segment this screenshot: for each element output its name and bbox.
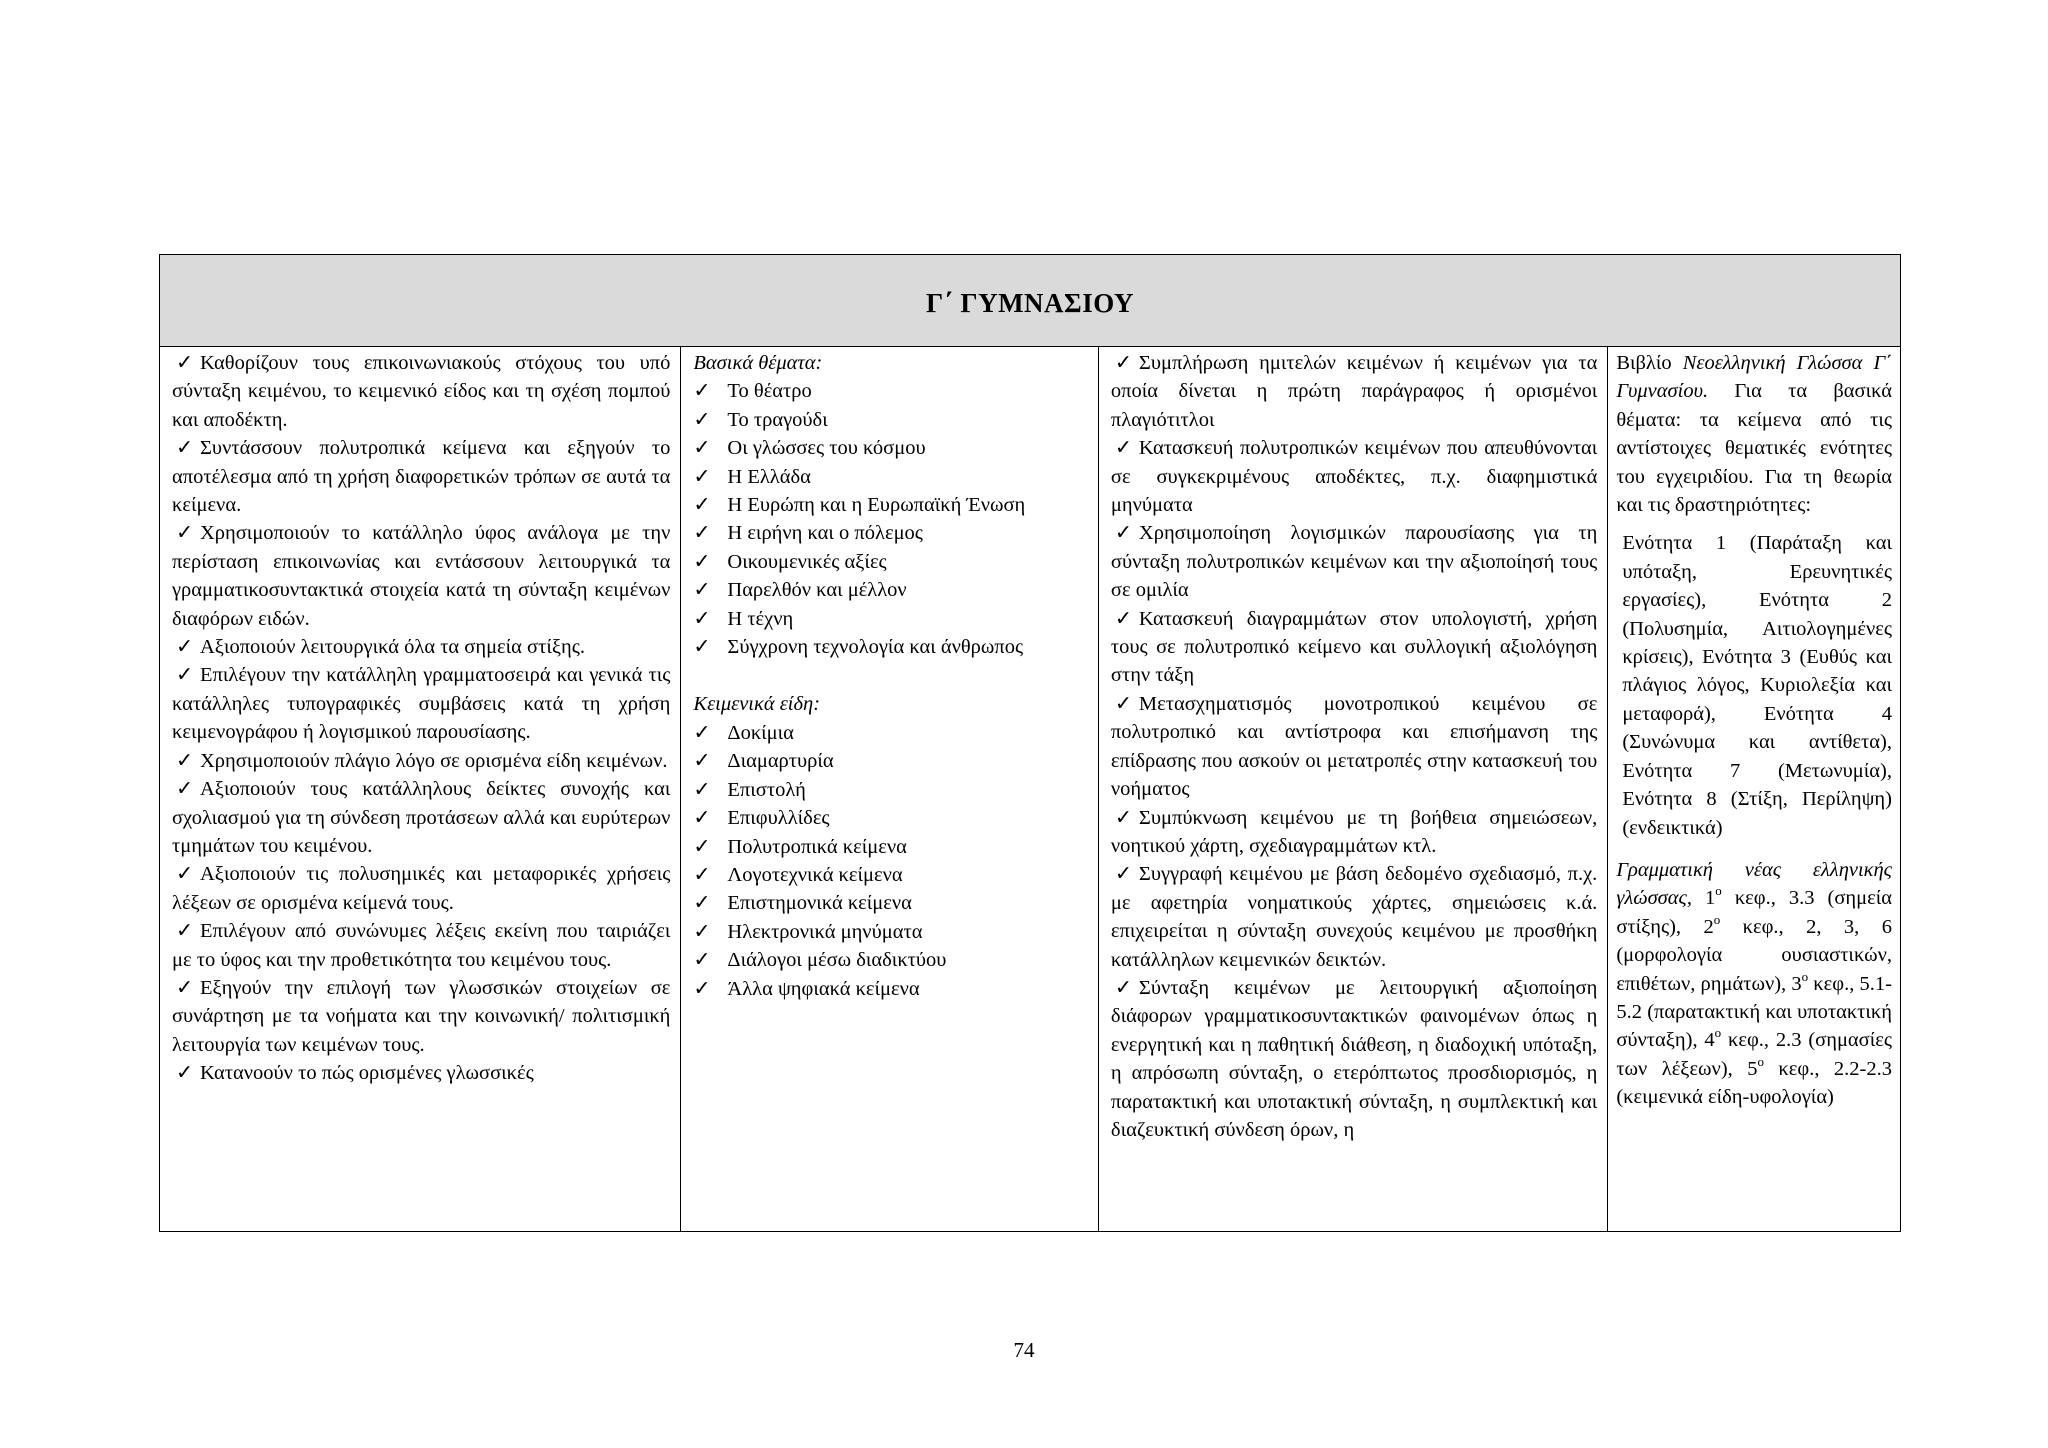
table-title: Γ΄ ΓΥΜΝΑΣΙΟΥ [925,288,1135,318]
item-text: Επιλέγουν την κατάλληλη γραμματοσειρά και γενικά τις κατάλληλες τυπογραφικές συμβάσεις κατά τη χρήση κειμενογράφου ή λογισμικού παρουσίασης. [172,664,671,744]
item-text: Εξηγούν την επιλογή των γλωσσικών στοιχείων σε συνάρτηση με τα νοήματα και την κοινωνική/ πολιτισμική λειτουργία των κειμένων τους. [172,976,671,1056]
item-text: Αξιοποιούν τις πολυσημικές και μεταφορικές χρήσεις λέξεων σε ορισμένα κείμενά τους. [172,863,671,914]
bullet-item [1111,974,1597,1144]
bullet-item [172,349,670,434]
check-icon: ✓ [176,664,194,687]
check-icon: ✓ [693,863,711,886]
bullet-item [172,1059,670,1087]
item-text: Καθορίζουν τους επικοινωνιακούς στόχους του υπό σύνταξη κειμένου, το κειμενικό είδος και τη σχέση πομπού και αποδέκτη. [172,352,671,431]
item-text: Η Ευρώπη και η Ευρωπαϊκή Ένωση [727,494,1026,517]
item-text: Συμπλήρωση ημιτελών κειμένων ή κειμένων για τα οποία δίνεται η πρώτη παράγραφος ή ορισμένοι πλαγιότιτλοι [1110,352,1598,431]
check-icon: ✓ [176,976,194,999]
curriculum-table [159,254,1901,1232]
item-text: Επιφυλλίδες [727,807,830,830]
item-text: Οι γλώσσες του κόσμου [727,437,926,460]
item-text: Ηλεκτρονικά μηνύματα [727,920,923,943]
item-text: Αξιοποιούν λειτουργικά όλα τα σημεία στίξης. [200,636,585,659]
item-text: Μετασχηματισμός μονοτροπικού κειμένου σε πολυτροπικό και αντίστροφα και επισήμανση της επίδρασης που ασκούν οι μετατροπές στην κατασκευή του νοήματος [1110,692,1598,801]
ordinal-superscript: ο [1757,1053,1764,1069]
list-item [693,605,1088,633]
item-text: Κατασκευή πολυτροπικών κειμένων που απευθύνονται σε συγκεκριμένους αποδέκτες, π.χ. διαφημιστικά μηνύματα [1110,437,1598,517]
grammar-text: κεφ., 2.2-2.3 (κειμενικά είδη-υφολογία) [1616,1057,1892,1109]
item-text: Κατανοούν το πώς ορισμένες γλωσσικές [200,1062,534,1085]
book-title: Νεοελληνική Γλώσσα Γ΄ Γυμνασίου. [1616,352,1892,403]
bullet-item [172,661,670,746]
check-icon: ✓ [176,1062,194,1085]
grammar-text: κεφ., 2, 3, 6 (μορφολογία ουσιαστικών, επιθέτων, ρημάτων), 3 [1616,915,1892,995]
check-icon: ✓ [1114,806,1133,829]
list-item [693,633,1088,661]
item-text: Παρελθόν και μέλλον [727,579,907,602]
list-item [693,548,1088,576]
item-text: Το θέατρο [727,380,812,403]
bullet-item [172,519,670,633]
themes-heading: Βασικά θέματα: [693,352,823,374]
materials-column [1607,347,1900,1231]
book-prefix: Βιβλίο [1616,352,1672,374]
topics-column [680,347,1098,1231]
check-icon: ✓ [693,437,711,460]
list-item [693,889,1088,917]
check-icon: ✓ [693,920,711,943]
list-item [693,776,1088,804]
check-icon: ✓ [176,920,194,943]
grammar-title: Γραμματική νέας ελληνικής γλώσσας, [1616,858,1892,910]
ordinal-superscript: ο [1715,883,1722,899]
item-text: Κατασκευή διαγραμμάτων στον υπολογιστή, χρήση τους σε πολυτροπικό κείμενο και συλλογική αξιολόγηση στην τάξη [1110,607,1598,687]
item-text: Σύνταξη κειμένων με λειτουργική αξιοποίηση διάφορων γραμματικοσυντακτικών φαινομένων όπως η ενεργητική και η παθητική διάθεση, η διαδοχική υπόταξη, η απρόσωπη σύνταξη, ο ετερόπτωτος προσδιορισμός, η παρατακτική και υποτακτική σύνταξη, η συμπλεκτική και διαζευκτική σύνδεση όρων, η [1110,976,1598,1141]
bullet-item [1111,860,1597,974]
item-text: Σύγχρονη τεχνολογία και άνθρωπος [727,636,1024,659]
item-text: Χρησιμοποιούν πλάγιο λόγο σε ορισμένα είδη κειμένων. [200,749,668,772]
check-icon: ✓ [693,835,711,858]
item-text: Η τέχνη [727,607,794,630]
ordinal-superscript: ο [1801,968,1809,984]
bullet-item [1111,804,1597,861]
check-icon: ✓ [693,778,711,801]
list-item [693,377,1088,405]
check-icon: ✓ [693,721,711,744]
grammar-text: 1 [1705,887,1716,910]
activities-column [1098,347,1607,1231]
list-item [693,833,1088,861]
list-item [693,861,1088,889]
check-icon: ✓ [176,437,194,460]
bullet-item [1111,519,1597,604]
check-icon: ✓ [693,949,711,972]
bullet-item [172,917,670,974]
item-text: Διάλογοι μέσω διαδικτύου [727,949,947,972]
list-item [693,946,1088,974]
check-icon: ✓ [693,607,711,630]
check-icon: ✓ [693,522,711,545]
units-list: Ενότητα 1 (Παράταξη και υπόταξη, Ερευνητικές εργασίες), Ενότητα 2 (Πολυσημία, Αιτιολογημένες κρίσεις), Ενότητα 3 (Ευθύς και πλάγιος λόγος, Κυριολεξία και μεταφορά), Ενότητα 4 (Συνώνυμα και αντίθετα), Ενότητα 7 (Μετωνυμία), Ενότητα 8 (Στίξη, Περίληψη) (ενδεικτικά) [1622,532,1892,839]
item-text: Επιστημονικά κείμενα [727,892,912,915]
item-text: Επιλέγουν από συνώνυμες λέξεις εκείνη που ταιριάζει με το ύφος και την προθετικότητα του κειμένου τους. [172,920,671,971]
check-icon: ✓ [176,863,194,886]
list-item [693,463,1088,491]
list-item [693,491,1088,519]
check-icon: ✓ [176,522,194,545]
item-text: Το τραγούδι [727,408,828,431]
check-icon: ✓ [1114,863,1133,886]
bullet-item [172,974,670,1059]
themes-list [693,377,1088,661]
bullet-item [1111,434,1597,519]
list-item [693,576,1088,604]
bullet-item [1111,690,1597,804]
check-icon: ✓ [693,579,711,602]
grammar-reference [1616,856,1892,1112]
bullet-item [172,747,670,775]
item-text: Επιστολή [727,778,806,801]
bullet-item [1111,349,1597,434]
check-icon: ✓ [693,494,711,517]
bullet-item [172,434,670,519]
check-icon: ✓ [176,352,194,374]
check-icon: ✓ [693,465,711,488]
item-text: Αξιοποιούν τους κατάλληλους δείκτες συνοχής και σχολιασμού για τη σύνδεση προτάσεων αλλά και ευρύτερων τμημάτων του κειμένου. [172,778,671,857]
genres-list [693,719,1088,1003]
check-icon: ✓ [176,778,194,801]
bullet-item [172,775,670,860]
bullet-item [172,860,670,917]
genres-heading: Κειμενικά είδη: [693,693,821,716]
check-icon: ✓ [1114,437,1133,460]
page-number: 74 [1013,1338,1035,1362]
grammar-text: κεφ., 2.3 (σημασίες των λέξεων), 5 [1616,1029,1892,1080]
book-reference [1616,349,1892,519]
table-header [160,255,1900,347]
item-text: Χρησιμοποιούν το κατάλληλο ύφος ανάλογα με την περίσταση επικοινωνίας και εντάσσουν λειτουργικά τα γραμματικοσυντακτικά στοιχεία κατά τη σύνταξη κειμένων διαφόρων ειδών. [172,522,671,630]
item-text: Συγγραφή κειμένου με βάση δεδομένο σχεδιασμό, π.χ. με αφετηρία νοηματικούς χάρτες, σημειώσεις κ.ά. επιχειρείται η σύνταξη συνεχούς κειμένου με προσθήκη κατάλληλων κειμενικών δεικτών. [1110,863,1598,971]
objectives-column [160,347,680,1231]
bullet-item [1111,605,1597,690]
item-text: Δοκίμια [727,721,794,744]
grammar-text: κεφ., 5.1-5.2 (παρατακτική και υποτακτική σύνταξη), 4 [1616,972,1892,1052]
list-item [693,719,1088,747]
list-item [693,747,1088,775]
check-icon: ✓ [693,977,711,1000]
check-icon: ✓ [1114,692,1133,715]
list-item [693,406,1088,434]
check-icon: ✓ [176,636,194,659]
check-icon: ✓ [693,380,711,403]
item-text: Οικουμενικές αξίες [727,550,887,573]
book-description: Για τα βασικά θέματα: τα κείμενα από τις αντίστοιχες θεματικές ενότητες του εγχειριδίου. Για τη θεωρία και τις δραστηριότητες: [1616,380,1892,517]
list-item [693,434,1088,462]
item-text: Άλλα ψηφιακά κείμενα [727,977,920,1000]
check-icon: ✓ [693,750,711,773]
check-icon: ✓ [1114,607,1133,630]
list-item [693,804,1088,832]
item-text: Χρησιμοποίηση λογισμικών παρουσίασης για τη σύνταξη πολυτροπικών κειμένων και την αξιοποίησή τους σε ομιλία [1110,522,1598,602]
ordinal-superscript: ο [1713,911,1721,927]
check-icon: ✓ [1114,976,1133,999]
grammar-text: κεφ., 3.3 (σημεία στίξης), 2 [1616,887,1892,938]
item-text: Λογοτεχνικά κείμενα [727,863,903,886]
list-item [693,519,1088,547]
check-icon: ✓ [693,550,711,573]
list-item [693,918,1088,946]
item-text: Πολυτροπικά κείμενα [727,835,907,858]
check-icon: ✓ [1114,522,1133,545]
check-icon: ✓ [1114,352,1133,374]
check-icon: ✓ [176,749,194,772]
check-icon: ✓ [693,636,711,659]
item-text: Η ειρήνη και ο πόλεμος [727,522,923,545]
ordinal-superscript: ο [1714,1025,1722,1041]
item-text: Συμπύκνωση κειμένου με τη βοήθεια σημειώσεων, νοητικού χάρτη, σχεδιαγραμμάτων κτλ. [1110,806,1598,857]
bullet-item [172,633,670,661]
item-text: Διαμαρτυρία [727,750,834,773]
check-icon: ✓ [693,408,711,431]
check-icon: ✓ [693,807,711,830]
check-icon: ✓ [693,892,711,915]
item-text: Συντάσσουν πολυτροπικά κείμενα και εξηγούν το αποτέλεσμα από τη χρήση διαφορετικών τρόπων σε αυτά τα κείμενα. [172,437,671,517]
table-body [160,347,1900,1231]
list-item [693,975,1088,1003]
item-text: Η Ελλάδα [727,465,811,488]
